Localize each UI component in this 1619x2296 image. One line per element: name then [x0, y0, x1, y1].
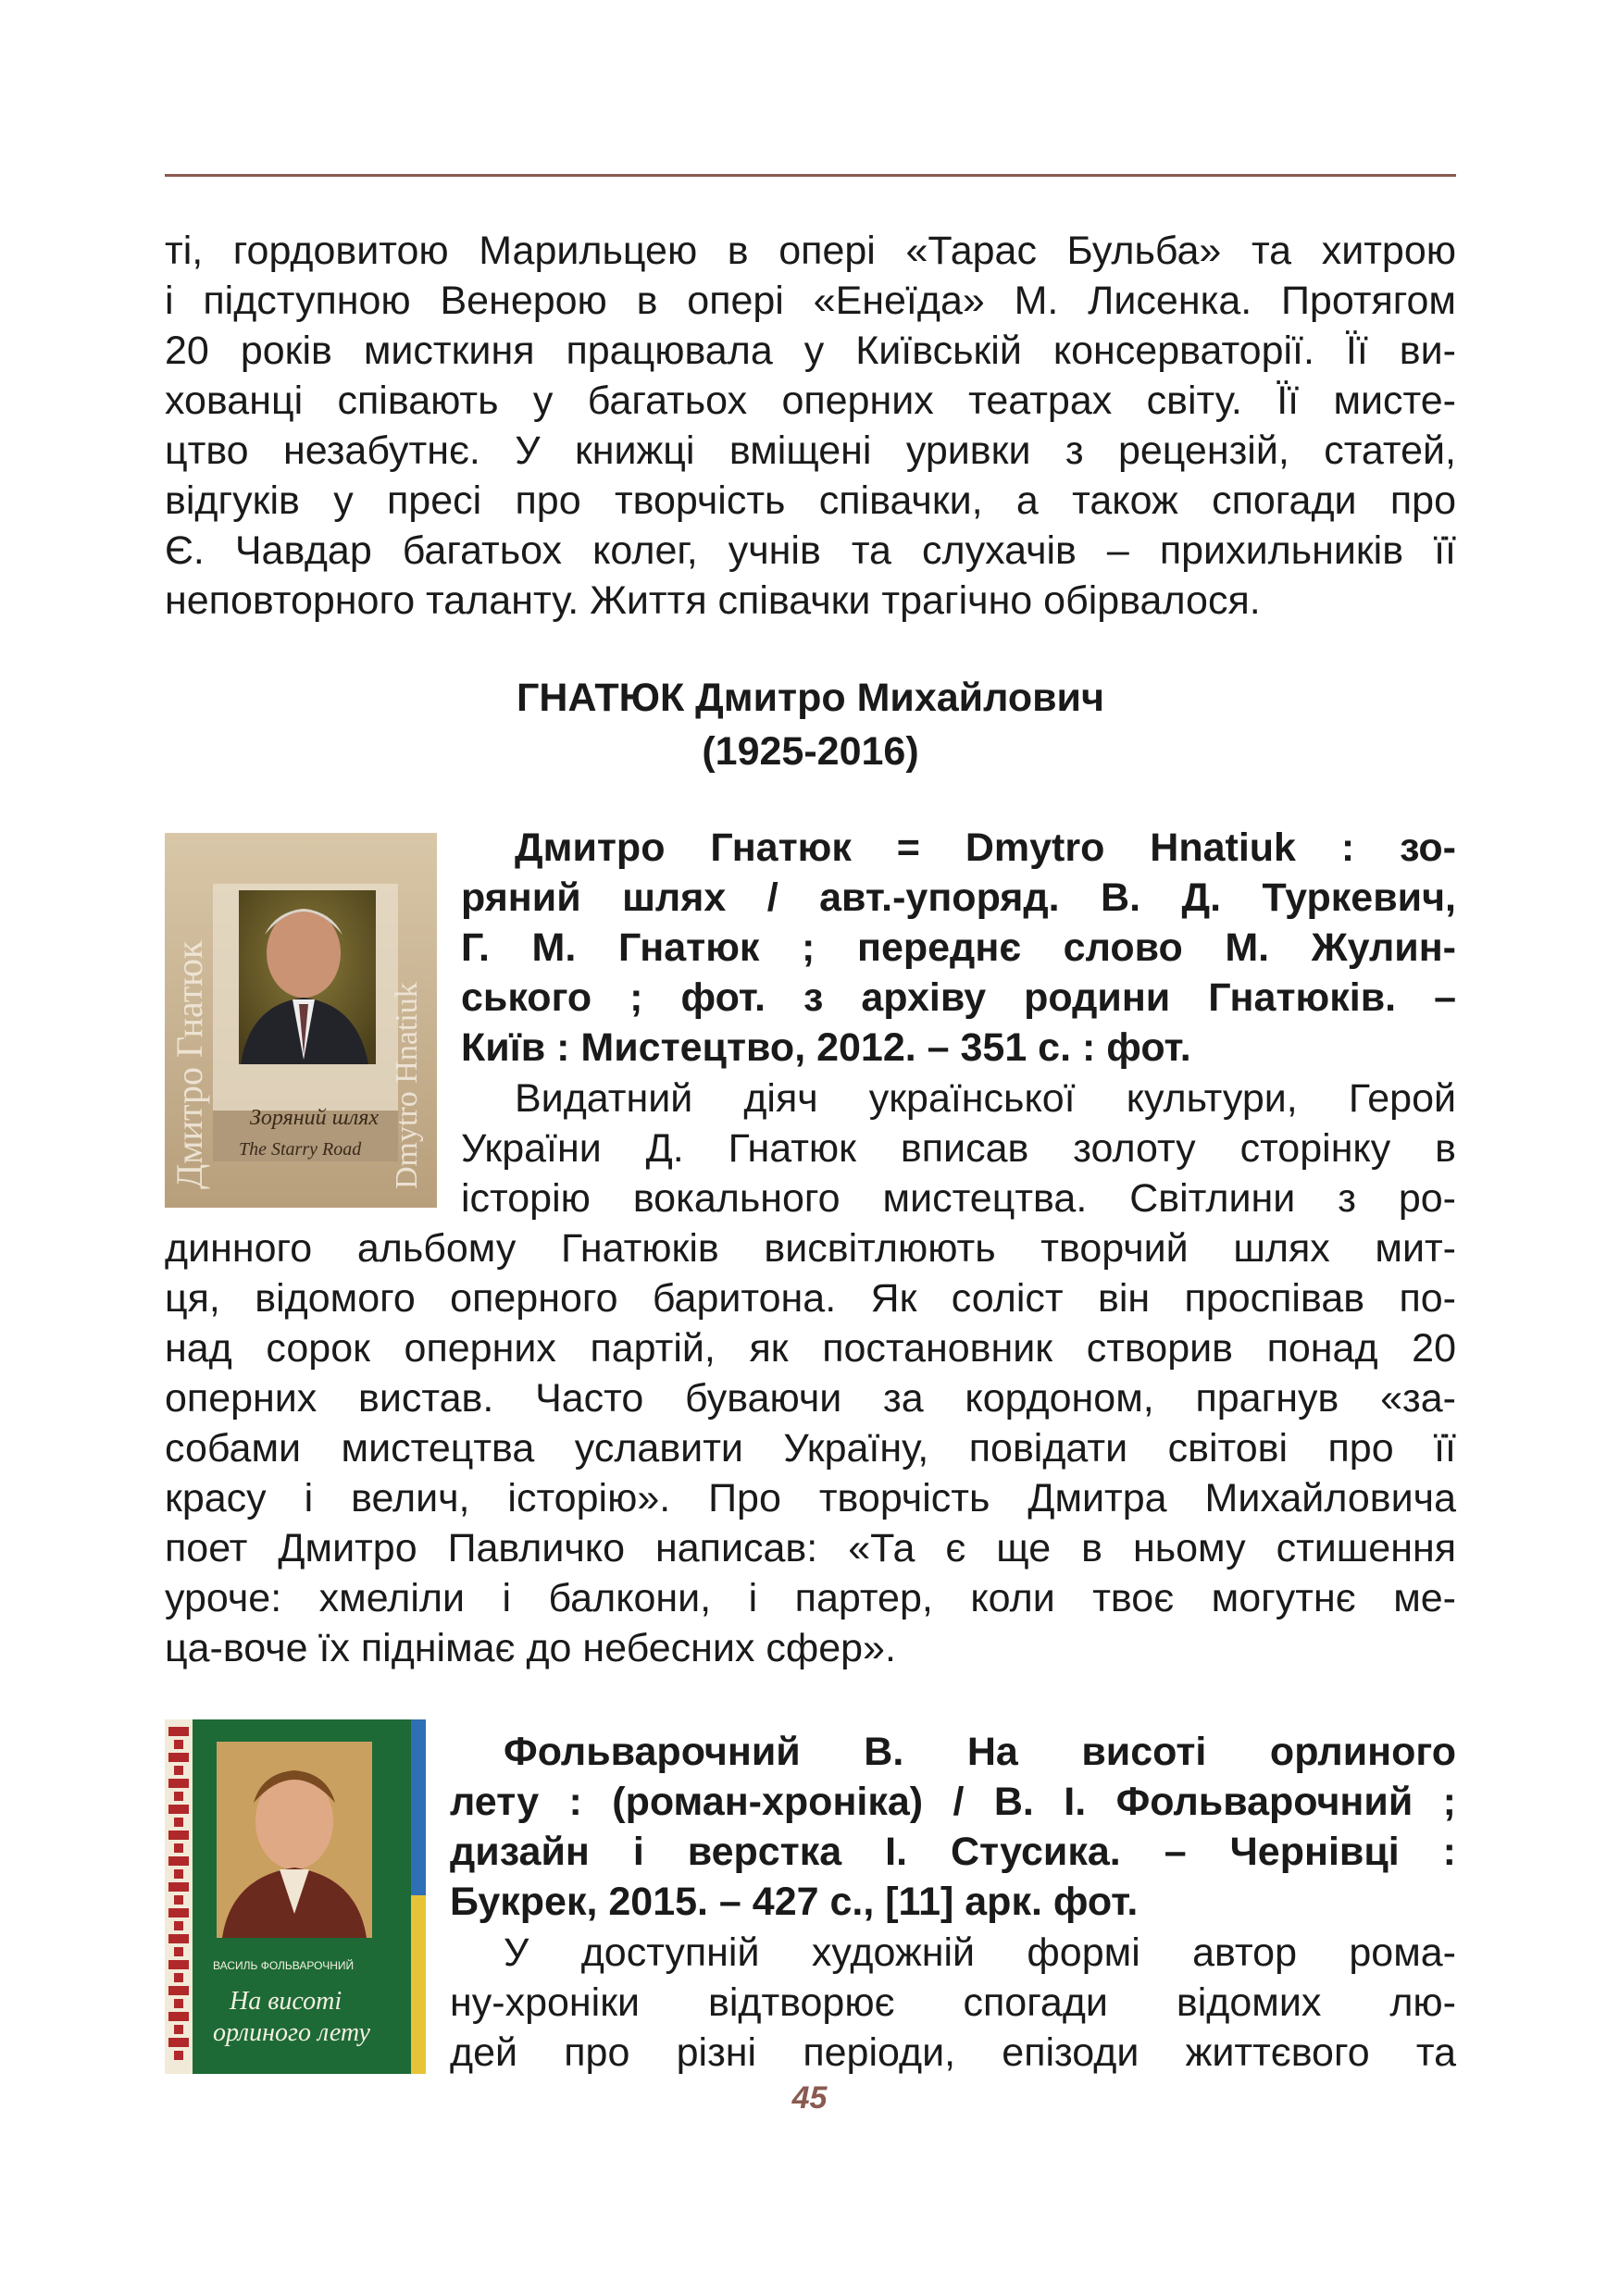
text-line: уроче: хмеліли і балкони, і партер, коли твоє могутнє ме-: [165, 1576, 1456, 1620]
book-cover-folvarochnyi: [165, 1719, 426, 2074]
bib-line: Г. М. Гнатюк ; переднє слово М. Жулин-: [461, 925, 1456, 970]
text-line: цтво незабутнє. У книжці вміщені уривки з рецензій, статей,: [165, 428, 1456, 473]
text-line: над сорок оперних партій, як постановник створив понад 20: [165, 1326, 1456, 1371]
text-line: ті, гордовитою Марильцею в опері «Тарас Бульба» та хитрою: [165, 229, 1456, 273]
cover-author: ВАСИЛЬ ФОЛЬВАРОЧНИЙ: [213, 1959, 355, 1972]
text-line: 20 років мисткиня працювала у Київській консерваторії. Її ви-: [165, 329, 1456, 373]
text-line: неповторного таланту. Життя співачки трагічно обірвалося.: [165, 578, 1261, 623]
text-line: дей про різні періоди, епізоди життєвого та: [450, 2030, 1456, 2075]
header-rule: [165, 174, 1456, 177]
text-line: ця, відомого оперного баритона. Як соліст він проспівав по-: [165, 1276, 1456, 1321]
text-line: ну-хроніки відтворює спогади відомих лю-: [450, 1980, 1456, 2025]
book2-bib-entry: [450, 1727, 1456, 1927]
text-line: України Д. Гнатюк вписав золоту сторінку в: [461, 1126, 1456, 1171]
text-line: красу і велич, історію». Про творчість Дмитра Михайловича: [165, 1476, 1456, 1520]
bib-line: Букрек, 2015. – 427 с., [11] арк. фот.: [450, 1880, 1139, 1924]
cover-title-line2: орлиного лету: [213, 2018, 370, 2047]
text-line: собами мистецтва уславити Україну, повідати світові про її: [165, 1426, 1456, 1471]
text-line: історію вокального мистецтва. Світлини з ро-: [461, 1176, 1456, 1221]
bib-line: Київ : Мистецтво, 2012. – 351 с. : фот.: [461, 1025, 1191, 1070]
book1-desc-short: [461, 1074, 1456, 1223]
section-heading-years: (1925-2016): [702, 729, 919, 774]
bib-line: ряний шлях / авт.-упоряд. В. Д. Туркевич,: [461, 875, 1456, 920]
intro-paragraph: [165, 226, 1456, 626]
text-line: Є. Чавдар багатьох колег, учнів та слухачів – прихильників її: [165, 528, 1456, 573]
bib-line: ського ; фот. з архіву родини Гнатюків. –: [461, 975, 1456, 1020]
cover-title-line1: На висоті: [230, 1987, 342, 2016]
book1-bib-entry: [461, 823, 1456, 1073]
cover-title-ua: Зоряний шлях: [250, 1106, 380, 1130]
cover-art: [165, 1719, 426, 2074]
text-line: оперних вистав. Часто буваючи за кордоном, прагнув «за-: [165, 1376, 1456, 1421]
cover-vertical-title: Дмитро Гнатюк: [168, 940, 210, 1189]
text-line: Видатний діяч української культури, Герой: [515, 1076, 1456, 1121]
book-cover-hnatiuk: [165, 833, 437, 1208]
text-line: ца-воче їх піднімає до небесних сфер».: [165, 1626, 896, 1670]
cover-art: [165, 833, 437, 1208]
bib-line: Дмитро Гнатюк = Dmytro Hnatiuk : зо-: [515, 825, 1456, 870]
cover-title-en: The Starry Road: [239, 1139, 362, 1160]
text-line: У доступній художній формі автор рома-: [504, 1930, 1456, 1975]
page-number: 45: [791, 2080, 828, 2116]
section-heading-name: ГНАТЮК Дмитро Михайлович: [517, 676, 1104, 720]
text-line: динного альбому Гнатюків висвітлюють творчий шлях мит-: [165, 1226, 1456, 1271]
bib-line: лету : (роман-хроніка) / В. І. Фольварочний ;: [450, 1780, 1456, 1824]
cover-vertical-title-en: Dmytro Hnatiuk: [390, 982, 424, 1189]
text-line: хованці співають у багатьох оперних театрах світу. Її мисте-: [165, 379, 1456, 423]
book1-desc-full: [165, 1223, 1456, 1673]
book2-desc: [450, 1928, 1456, 2078]
text-line: поет Дмитро Павличко написав: «Та є ще в ньому стишення: [165, 1526, 1456, 1570]
bib-line: Фольварочний В. На висоті орлиного: [504, 1730, 1456, 1774]
bib-line: дизайн і верстка І. Стусика. – Чернівці :: [450, 1830, 1456, 1874]
text-line: відгуків у пресі про творчість співачки, а також спогади про: [165, 478, 1456, 523]
text-line: і підступною Венерою в опері «Енеїда» М. Лисенка. Протягом: [165, 279, 1456, 323]
